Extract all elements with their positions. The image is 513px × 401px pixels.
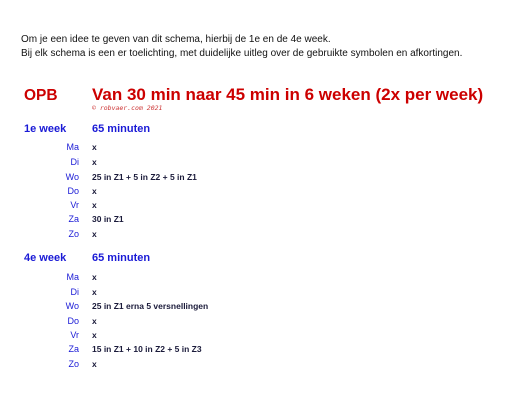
intro-line-1: Om je een idee te geven van dit schema, hierbij de 1e en de 4e week.: [21, 34, 331, 45]
week-1-day-za: Za: [68, 214, 79, 224]
week-1-value-vr: x: [92, 200, 97, 210]
week-4-day-do: Do: [67, 316, 79, 326]
week-4-day-vr: Vr: [70, 330, 79, 340]
week-4-day-wo: Wo: [65, 301, 79, 311]
week-4-value-di: x: [92, 287, 97, 297]
week-1-day-zo: Zo: [68, 229, 79, 239]
week-1-day-do: Do: [67, 186, 79, 196]
intro-line-2: Bij elk schema is een er toelichting, met duidelijke uitleg over de gebruikte symbolen en afkortingen.: [21, 48, 463, 59]
schema-label: OPB: [24, 87, 58, 104]
week-4-day-di: Di: [70, 287, 79, 297]
week-1-day-wo: Wo: [65, 172, 79, 182]
week-4-value-za: 15 in Z1 + 10 in Z2 + 5 in Z3: [92, 344, 202, 354]
week-4-label: 4e week: [24, 252, 67, 264]
week-1-value-za: 30 in Z1: [92, 214, 124, 224]
week-1-day-vr: Vr: [70, 200, 79, 210]
week-1-day-di: Di: [70, 157, 79, 167]
week-4-value-zo: x: [92, 359, 97, 369]
week-1-value-di: x: [92, 157, 97, 167]
week-1-day-ma: Ma: [66, 142, 79, 152]
week-1-value-wo: 25 in Z1 + 5 in Z2 + 5 in Z1: [92, 172, 197, 182]
week-4-day-za: Za: [68, 344, 79, 354]
week-1-value-ma: x: [92, 142, 97, 152]
week-4-value-wo: 25 in Z1 erna 5 versnellingen: [92, 301, 209, 311]
week-4-day-ma: Ma: [66, 272, 79, 282]
week-4-value-vr: x: [92, 330, 97, 340]
week-4-total: 65 minuten: [92, 252, 151, 264]
week-4-value-do: x: [92, 316, 97, 326]
copyright-notice: © robvaer.com 2021: [92, 104, 163, 112]
schema-title: Van 30 min naar 45 min in 6 weken (2x per week): [92, 85, 484, 104]
week-4-value-ma: x: [92, 272, 97, 282]
week-4-day-zo: Zo: [68, 359, 79, 369]
week-1-value-do: x: [92, 186, 97, 196]
week-1-label: 1e week: [24, 123, 67, 135]
week-1-total: 65 minuten: [92, 123, 151, 135]
week-1-value-zo: x: [92, 229, 97, 239]
